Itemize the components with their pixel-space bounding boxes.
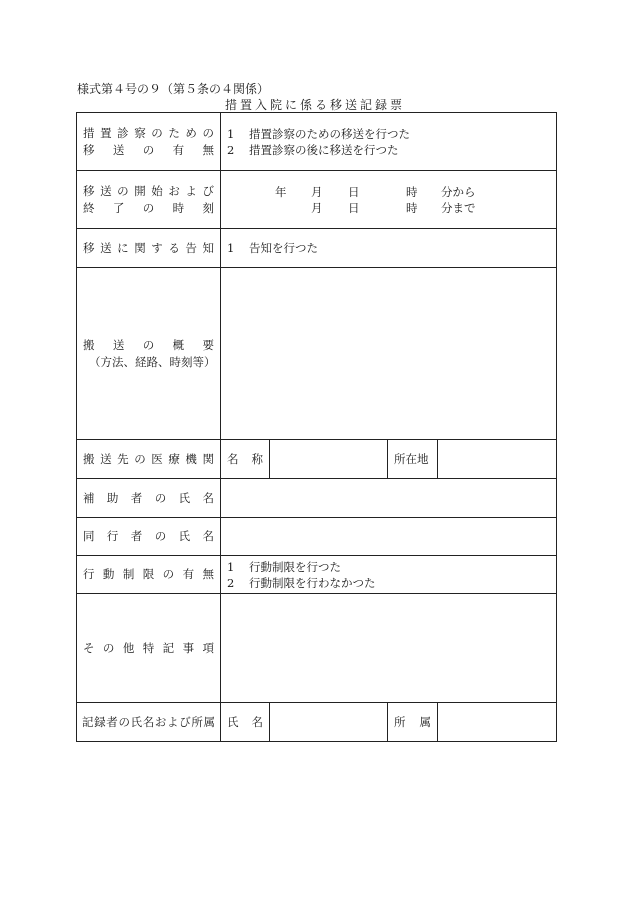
row-timing [77,171,557,229]
row-assistant [77,479,557,518]
destination-name-label: 名称 [221,440,270,479]
other-field[interactable] [221,594,557,703]
companion-label [77,518,221,556]
timing-start-month: 月 [311,184,323,199]
timing-end-hour: 時 [406,200,418,215]
destination-location-field[interactable] [438,440,557,479]
companion-label-text: 同行者の氏名 [83,529,214,543]
timing-label [77,171,221,229]
row-recorder [77,703,557,742]
restriction-option-2[interactable] [227,575,550,591]
restriction-option-1[interactable] [227,559,550,575]
assistant-label [77,479,221,518]
timing-start-year: 年 [275,184,287,199]
purpose-option-2-text: 措置診察の後に移送を行つた [249,142,399,157]
notice-label [77,229,221,268]
destination-label-text: 搬送先の医療機関 [83,451,214,466]
recorder-label [77,703,221,742]
purpose-option-1[interactable] [227,126,550,142]
notice-label-text: 移送に関する告知 [83,240,214,255]
transport-label [77,268,221,440]
timing-label-line2: 終了の時刻 [83,200,214,215]
timing-label-line1: 移送の開始および [83,183,214,198]
transport-field[interactable] [221,268,557,440]
row-transport [77,268,557,440]
row-restriction [77,556,557,594]
transport-label-text: 搬送の概要 [83,337,214,352]
destination-label [77,440,221,479]
row-companion [77,518,557,556]
purpose-options[interactable] [221,113,557,171]
purpose-label [77,113,221,171]
recorder-affiliation-label: 所属 [388,703,438,742]
recorder-label-text: 記録者の氏名および所属 [82,714,215,729]
notice-option-1-number: 1 [227,241,235,255]
destination-location-label: 所在地 [388,440,438,479]
timing-end-minute: 分まで [441,200,476,215]
notice-options[interactable] [221,229,557,268]
form-title: 措置入院に係る移送記録票 [224,98,405,112]
recorder-affiliation-field[interactable] [438,703,557,742]
timing-start-line[interactable] [227,184,550,200]
assistant-field[interactable] [221,479,557,518]
recorder-name-label: 氏名 [221,703,270,742]
restriction-option-1-number: 1 [227,559,235,574]
restriction-option-2-number: 2 [227,575,235,590]
timing-start-day: 日 [348,184,360,199]
restriction-label-text: 行動制限の有無 [83,567,214,581]
transfer-record-table [76,112,557,742]
purpose-option-1-text: 措置診察のための移送を行つた [249,126,410,141]
purpose-option-2-number: 2 [227,142,235,157]
restriction-options[interactable] [221,556,557,594]
destination-name-field[interactable] [270,440,388,479]
restriction-option-2-text: 行動制限を行わなかつた [249,575,376,590]
timing-start-hour: 時 [406,184,418,199]
row-destination [77,440,557,479]
other-label [77,594,221,703]
row-notice [77,229,557,268]
assistant-label-text: 補助者の氏名 [83,490,214,505]
row-other [77,594,557,703]
transport-label-sub: （方法、経路、時刻等） [89,354,216,369]
purpose-option-2[interactable] [227,142,550,158]
purpose-label-line2: 移送の有無 [83,142,214,157]
purpose-option-1-number: 1 [227,126,235,141]
timing-field[interactable] [221,171,557,229]
recorder-name-field[interactable] [270,703,388,742]
timing-end-line[interactable] [227,200,550,216]
row-purpose [77,113,557,171]
timing-end-month: 月 [311,200,323,215]
timing-end-day: 日 [348,200,360,215]
purpose-label-line1: 措置診察のための [83,125,214,140]
other-label-text: その他特記事項 [83,640,214,655]
restriction-label [77,556,221,594]
notice-option-1[interactable] [227,240,550,256]
companion-field[interactable] [221,518,557,556]
notice-option-1-text: 告知を行つた [249,241,318,255]
restriction-option-1-text: 行動制限を行つた [249,559,341,574]
form-number-label: 様式第４号の９（第５条の４関係） [77,82,270,96]
timing-start-minute: 分から [441,184,476,199]
